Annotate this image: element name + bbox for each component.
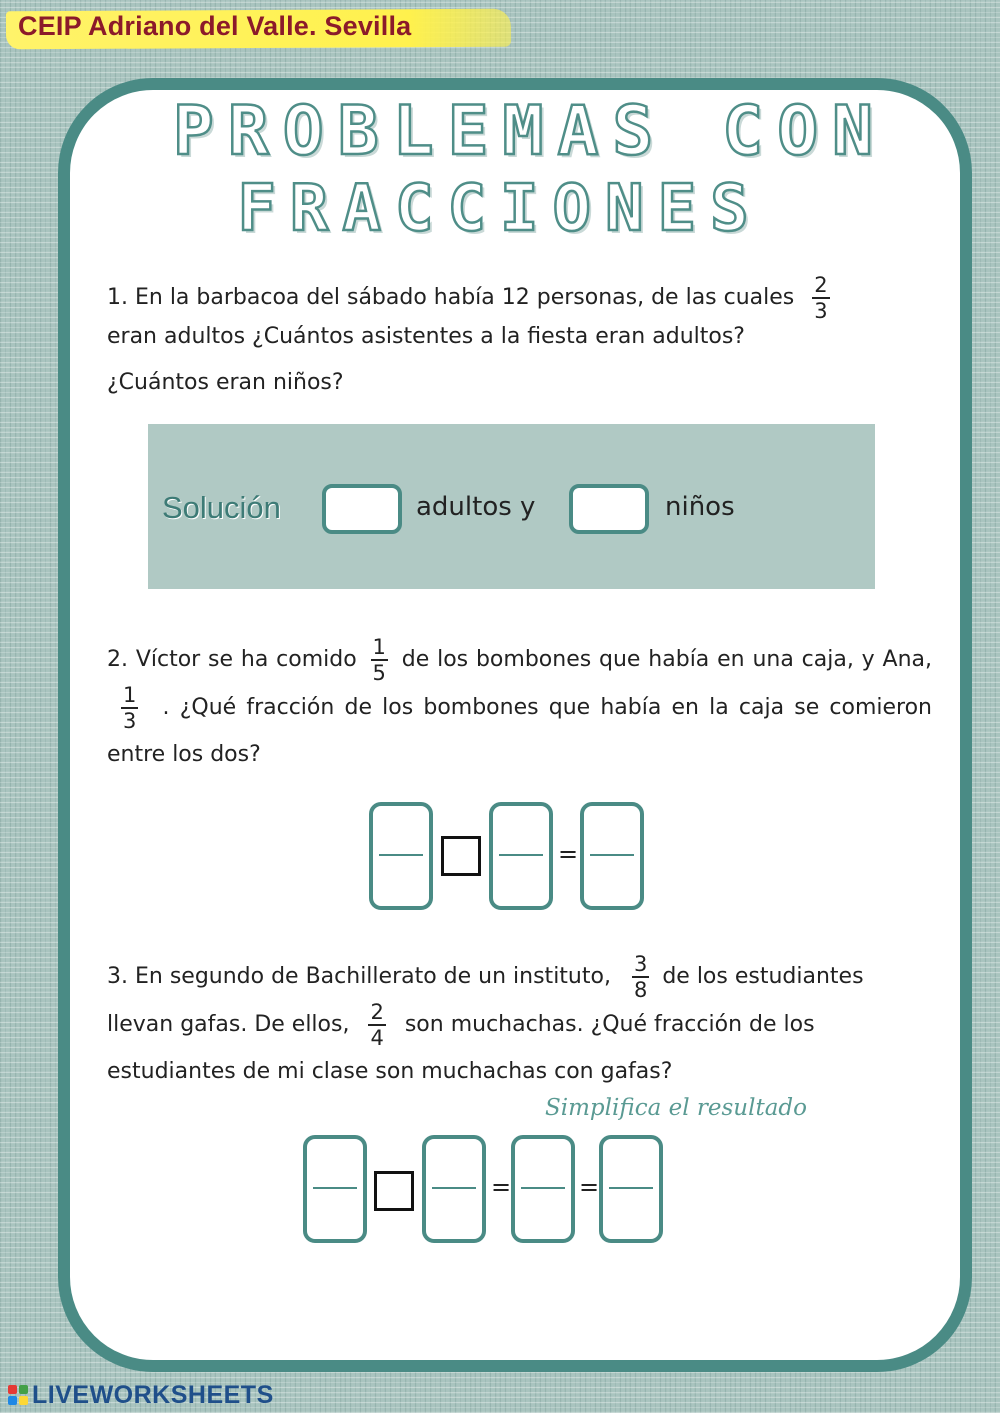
eq1-result-input[interactable] bbox=[580, 802, 644, 910]
adults-answer-input[interactable] bbox=[322, 484, 402, 534]
fraction-numerator: 3 bbox=[633, 952, 648, 976]
eq1-fraction-input-2[interactable] bbox=[489, 802, 553, 910]
problem-3-fraction-2 bbox=[368, 1001, 385, 1049]
liveworksheets-logo-icon bbox=[8, 1385, 30, 1407]
problem-2-part-1: 2. Víctor se ha comido bbox=[107, 647, 357, 672]
eq2-operator-input[interactable] bbox=[374, 1171, 414, 1211]
problem-2-fraction-1 bbox=[371, 636, 388, 684]
fraction-denominator: 3 bbox=[814, 299, 828, 323]
problem-3-fraction-1 bbox=[632, 953, 649, 1001]
eq1-operator-input[interactable] bbox=[441, 836, 481, 876]
problem-1-line-3: ¿Cuántos eran niños? bbox=[107, 370, 344, 395]
footer-logo bbox=[8, 1381, 274, 1410]
title-line-1: PROBLEMAS CON bbox=[172, 92, 888, 171]
eq2-fraction-input-2[interactable] bbox=[422, 1135, 486, 1243]
title-line-2: FRACCIONES bbox=[237, 172, 763, 246]
fraction-denominator: 8 bbox=[633, 978, 648, 1002]
fraction-denominator: 5 bbox=[372, 661, 386, 685]
footer-brand: LIVEWORKSHEETS bbox=[32, 1381, 274, 1409]
eq2-result-input[interactable] bbox=[511, 1135, 575, 1243]
problem-3-part-1: 3. En segundo de Bachillerato de un instituto, bbox=[107, 964, 611, 989]
problem-1-text-before: 1. En la barbacoa del sábado había 12 personas, de las cuales bbox=[107, 285, 795, 310]
problem-2-part-3: . ¿Qué fracción de los bombones que había en la caja se comieron entre los dos? bbox=[107, 695, 932, 767]
eq2-equals-sign-2: = bbox=[579, 1173, 600, 1201]
simplify-hint: Simplifica el resultado bbox=[545, 1095, 807, 1121]
problem-3-part-3: son muchachas. ¿Qué fracción de los estudiantes de mi clase son muchachas con gafas? bbox=[107, 1012, 815, 1084]
solution-label: Solución bbox=[162, 490, 281, 525]
fraction-denominator: 3 bbox=[123, 709, 137, 733]
school-name: CEIP Adriano del Valle. Sevilla bbox=[18, 11, 412, 41]
problem-3 bbox=[107, 953, 932, 1095]
kids-word: niños bbox=[665, 492, 735, 522]
problem-1-line-2: eran adultos ¿Cuántos asistentes a la fiesta eran adultos? bbox=[107, 324, 745, 349]
kids-answer-input[interactable] bbox=[569, 484, 649, 534]
problem-2-part-2: de los bombones que había en una caja, y Ana, bbox=[401, 647, 932, 672]
fraction-numerator: 1 bbox=[123, 683, 137, 707]
problem-2-fraction-2 bbox=[121, 684, 138, 732]
problem-1-fraction bbox=[812, 274, 829, 322]
problem-1 bbox=[107, 274, 932, 406]
eq2-fraction-input-1[interactable] bbox=[303, 1135, 367, 1243]
fraction-numerator: 1 bbox=[372, 635, 386, 659]
fraction-numerator: 2 bbox=[814, 273, 828, 297]
adults-word: adultos y bbox=[416, 492, 536, 522]
fraction-numerator: 2 bbox=[370, 1000, 384, 1024]
eq1-fraction-input-1[interactable] bbox=[369, 802, 433, 910]
fraction-denominator: 4 bbox=[370, 1026, 384, 1050]
problem-2 bbox=[107, 636, 932, 778]
eq2-equals-sign-1: = bbox=[491, 1173, 512, 1201]
eq2-simplified-input[interactable] bbox=[599, 1135, 663, 1243]
problem-3-part-2: de los estudiantes llevan gafas. De ellos, bbox=[107, 964, 864, 1037]
eq1-equals-sign: = bbox=[558, 840, 579, 868]
